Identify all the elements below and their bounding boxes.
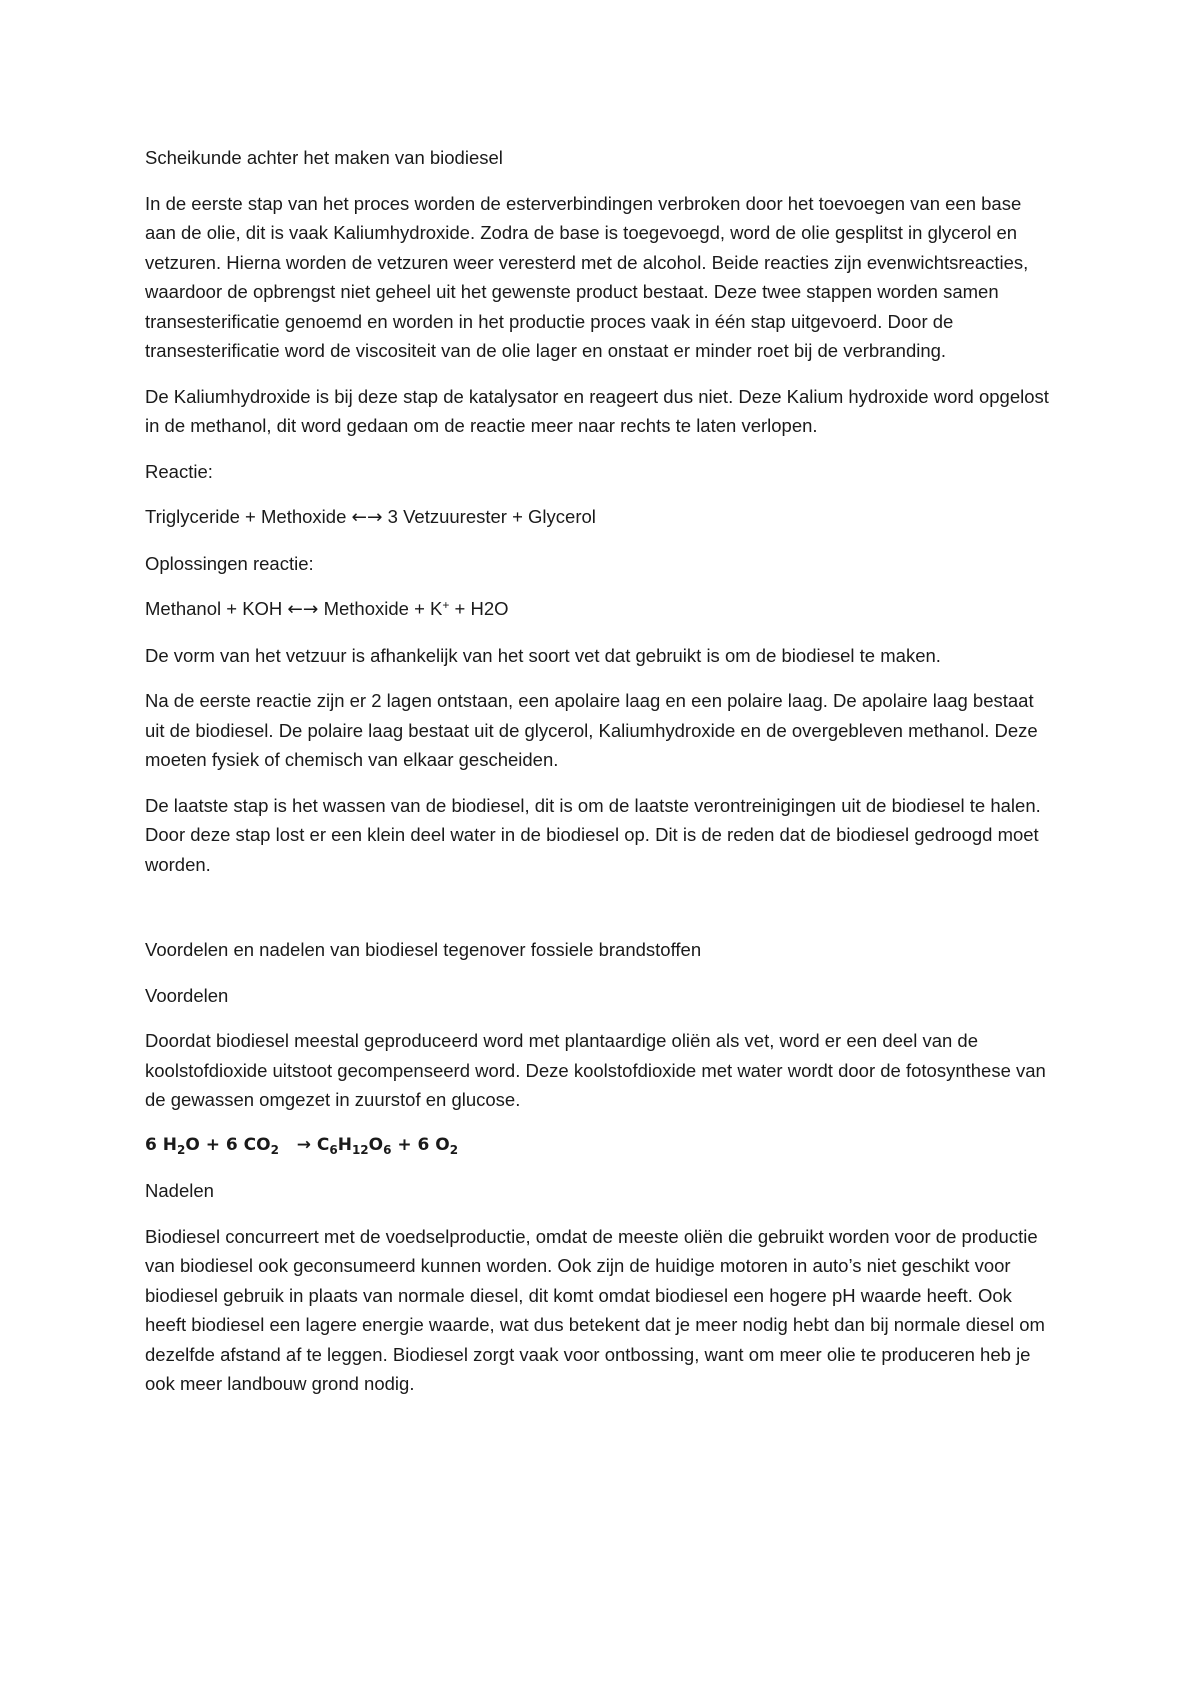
advantages-heading: Voordelen bbox=[145, 984, 229, 1006]
photosynthesis-equation bbox=[145, 1131, 1055, 1161]
equilibrium-arrow-icon: ←→ bbox=[287, 599, 319, 620]
reaction-label: Reactie: bbox=[145, 460, 213, 482]
paragraph-fatty-acid: De vorm van het vetzuur is afhankelijk van het soort vet dat gebruikt is om de biodiesel te maken. bbox=[145, 644, 941, 666]
eq-term: O + 6 CO bbox=[185, 1134, 271, 1155]
reaction-equation-1 bbox=[145, 502, 1055, 533]
document-title: Scheikunde achter het maken van biodiesel bbox=[145, 147, 503, 168]
eq-term: C bbox=[316, 1134, 330, 1155]
reaction-2-right-a: Methoxide + K bbox=[323, 598, 443, 619]
paragraph-advantages: Doordat biodiesel meestal geproduceerd word met plantaardige oliën als vet, word er een deel van de koolstofdioxide uitstoot gecompenseerd word. Deze koolstofdioxide met water wordt door de fotosynthese van de gewassen omgezet in zuurstof en glucose. bbox=[145, 1030, 1046, 1110]
equilibrium-arrow-icon: ←→ bbox=[351, 507, 383, 528]
eq-subscript: 2 bbox=[270, 1142, 279, 1157]
reaction-2-right-b: + H2O bbox=[449, 598, 509, 619]
reaction-1-right: 3 Vetzuurester + Glycerol bbox=[387, 506, 596, 527]
solution-reaction-label: Oplossingen reactie: bbox=[145, 552, 314, 574]
reaction-equation-2 bbox=[145, 594, 1055, 625]
eq-term: 6 H bbox=[145, 1134, 177, 1155]
eq-subscript: 6 bbox=[329, 1142, 338, 1157]
paragraph-washing: De laatste stap is het wassen van de biodiesel, dit is om de laatste verontreinigingen uit de biodiesel te halen. Door deze stap lost er een klein deel water in de biodiesel op. Dit is de reden dat de biodiesel gedroogd moet worden. bbox=[145, 794, 1041, 875]
right-arrow-icon: → bbox=[296, 1134, 311, 1155]
eq-term: H bbox=[337, 1134, 352, 1155]
reaction-2-left: Methanol + KOH bbox=[145, 598, 283, 619]
reaction-1-left: Triglyceride + Methoxide bbox=[145, 506, 347, 527]
eq-subscript: 2 bbox=[449, 1142, 459, 1157]
eq-subscript: 2 bbox=[176, 1142, 186, 1157]
section-spacer bbox=[145, 895, 1055, 935]
disadvantages-heading: Nadelen bbox=[145, 1180, 214, 1201]
eq-subscript: 12 bbox=[351, 1142, 369, 1157]
paragraph-disadvantages: Biodiesel concurreert met de voedselproductie, omdat de meeste oliën die gebruikt worden voor de productie van biodiesel ook geconsumeerd kunnen worden. Ook zijn de huidige motoren in auto’s niet geschikt voor biodiesel gebruik in plaats van normale diesel, dit komt omdat biodiesel een hogere pH waarde heeft. Ook heeft biodiesel een lagere energie waarde, wat dus betekent dat je meer nodig hebt dan bij normale diesel om dezelfde afstand af te leggen. Biodiesel zorgt vaak voor ontbossing, want om meer olie te produceren heb je ook meer landbouw grond nodig. bbox=[145, 1225, 1045, 1394]
section-2-title: Voordelen en nadelen van biodiesel tegenover fossiele brandstoffen bbox=[145, 939, 702, 960]
paragraph-transesterification: In de eerste stap van het proces worden de esterverbindingen verbroken door het toevoegen van een base aan de olie, dit is vaak Kaliumhydroxide. Zodra de base is toegevoegd, word de olie gesplitst in glycerol en vetzuren. Hierna worden de vetzuren weer veresterd met de alcohol. Beide reacties zijn evenwichtsreacties, waardoor de opbrengst niet geheel uit het gewenste product bestaat. Deze twee stappen worden samen transesterificatie genoemd en worden in het productie proces vaak in één stap uitgevoerd. Door de transesterificatie word de viscositeit van de olie lager en onstaat er minder roet bij de verbranding. bbox=[145, 192, 1029, 361]
eq-term: O bbox=[368, 1134, 384, 1155]
eq-subscript: 6 bbox=[383, 1142, 392, 1157]
reaction-2-superscript: + bbox=[442, 598, 450, 612]
eq-term: + 6 O bbox=[391, 1134, 450, 1155]
document-body bbox=[145, 143, 1055, 1415]
paragraph-layers: Na de eerste reactie zijn er 2 lagen ontstaan, een apolaire laag en een polaire laag. De apolaire laag bestaat uit de biodiesel. De polaire laag bestaat uit de glycerol, Kaliumhydroxide en de overgebleven methanol. Deze moeten fysiek of chemisch van elkaar gescheiden. bbox=[145, 690, 1038, 770]
paragraph-catalyst: De Kaliumhydroxide is bij deze stap de katalysator en reageert dus niet. Deze Kalium hydroxide word opgelost in de methanol, dit word gedaan om de reactie meer naar rechts te laten verlopen. bbox=[145, 385, 1049, 436]
